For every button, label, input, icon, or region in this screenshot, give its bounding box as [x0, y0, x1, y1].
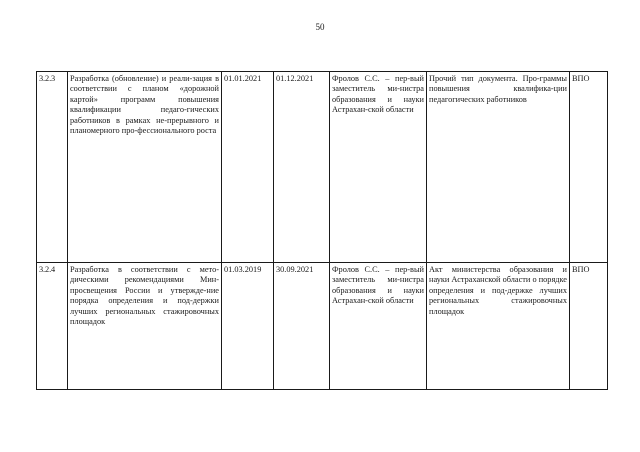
row-number: 3.2.3 — [37, 72, 68, 263]
table-row — [37, 72, 608, 263]
type-cell: ВПО — [570, 72, 608, 263]
end-date-cell: 30.09.2021 — [274, 263, 330, 390]
end-date-cell: 01.12.2021 — [274, 72, 330, 263]
start-date-cell: 01.01.2021 — [222, 72, 274, 263]
responsible-cell: Фролов С.С. – пер-вый заместитель ми-нистра образования и науки Астрахан-ской области — [330, 72, 427, 263]
document-cell: Акт министерства образования и науки Астраханской области о порядке определения и под-держке лучших региональных стажировочных площадок — [427, 263, 570, 390]
plan-table — [36, 71, 608, 390]
start-date-cell: 01.03.2019 — [222, 263, 274, 390]
row-number: 3.2.4 — [37, 263, 68, 390]
responsible-cell: Фролов С.С. – пер-вый заместитель ми-нистра образования и науки Астрахан-ской области — [330, 263, 427, 390]
activity-cell: Разработка (обновление) и реали-зация в соответствии с планом «дорожной картой» программ повышения квалификации педаго-гических работников в рамках не-прерывного и планомерного про-фессионального роста — [68, 72, 222, 263]
document-cell: Прочий тип документа. Про-граммы повышения квалифика-ции педагогических работников — [427, 72, 570, 263]
type-cell: ВПО — [570, 263, 608, 390]
table-row — [37, 263, 608, 390]
activity-cell: Разработка в соответствии с мето-дическими рекомендациями Мин-просвещения России и утвержде-ние порядка определения и под-держки лучших региональных стажировочных площадок — [68, 263, 222, 390]
page-number: 50 — [315, 22, 325, 32]
